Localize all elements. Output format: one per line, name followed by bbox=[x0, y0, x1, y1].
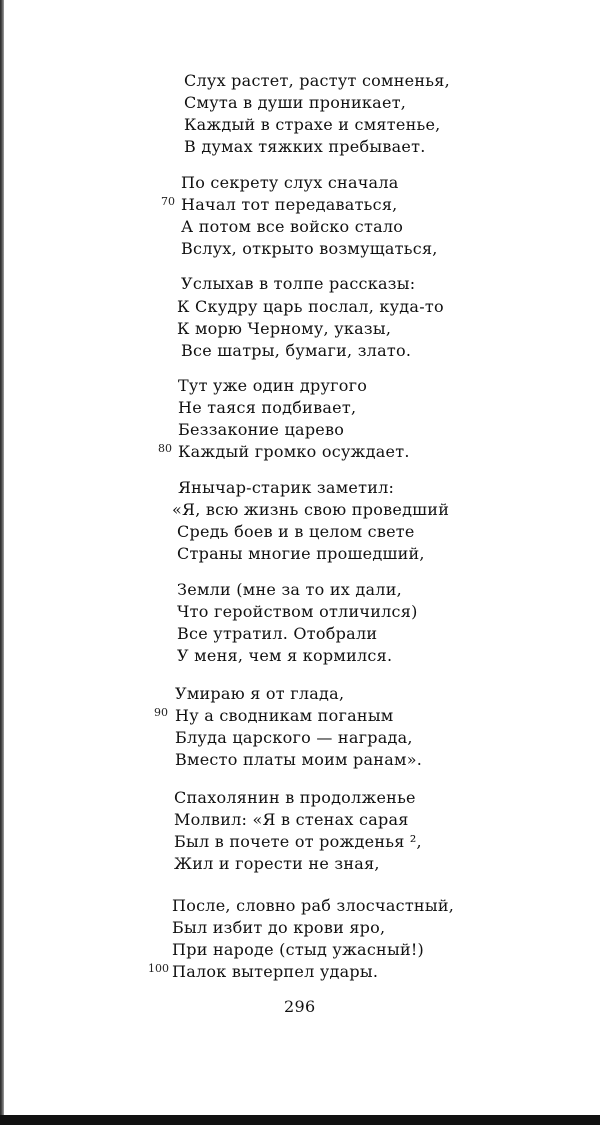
poem-line: Слух растет, растут сомненья, bbox=[184, 71, 450, 90]
poem-line: Тут уже один другого bbox=[178, 376, 368, 395]
line-number: 70 bbox=[161, 195, 175, 208]
poem-line: Вместо платы моим ранам». bbox=[175, 750, 423, 769]
poem-line: Каждый в страхе и смятенье, bbox=[184, 115, 441, 134]
poem-line: Блуда царского — награда, bbox=[175, 728, 413, 747]
poem-line: К Скудру царь послал, куда-то bbox=[177, 297, 444, 316]
poem-line: Не таяся подбивает, bbox=[178, 398, 357, 417]
poem-line: Палок вытерпел удары. bbox=[172, 962, 379, 981]
poem-line: Беззаконие царево bbox=[178, 420, 345, 439]
poem-line: Что геройством отличился) bbox=[177, 602, 418, 621]
poem-line: Земли (мне за то их дали, bbox=[177, 580, 402, 599]
poem-line: Спахолянин в продолженье bbox=[174, 788, 416, 807]
page-number: 296 bbox=[284, 997, 316, 1016]
poem-line: Молвил: «Я в стенах сарая bbox=[174, 810, 409, 829]
poem-line: Средь боев и в целом свете bbox=[177, 522, 415, 541]
poem-line: Был в почете от рожденья ², bbox=[174, 832, 422, 851]
poem-line: «Я, всю жизнь свою проведший bbox=[172, 500, 450, 519]
poem-line: Смута в души проникает, bbox=[184, 93, 407, 112]
poem-line: Умираю я от глада, bbox=[175, 684, 345, 703]
poem-line: Янычар-старик заметил: bbox=[178, 478, 395, 497]
poem-line: Начал тот передаваться, bbox=[181, 195, 398, 214]
poem-line: Вслух, открыто возмущаться, bbox=[181, 239, 438, 258]
poem-line: Каждый громко осуждает. bbox=[178, 442, 410, 461]
poem-line: Все шатры, бумаги, злато. bbox=[181, 341, 412, 360]
poem-line: По секрету слух сначала bbox=[181, 173, 399, 192]
poem-line: Ну а сводникам поганым bbox=[175, 706, 394, 725]
page-bottom-edge bbox=[0, 1115, 600, 1125]
line-number: 100 bbox=[148, 962, 169, 975]
poem-line: Страны многие прошедший, bbox=[177, 544, 425, 563]
line-number: 80 bbox=[158, 442, 172, 455]
poem-line: Жил и горести не зная, bbox=[174, 854, 380, 873]
poem-line: К морю Черному, указы, bbox=[177, 319, 392, 338]
poem-line: А потом все войско стало bbox=[181, 217, 404, 236]
poem-line: При народе (стыд ужасный!) bbox=[172, 940, 425, 959]
poem-line: В думах тяжких пребывает. bbox=[184, 137, 426, 156]
poem-line: После, словно раб злосчастный, bbox=[172, 896, 455, 915]
poem-line: У меня, чем я кормился. bbox=[177, 646, 393, 665]
poem-line: Был избит до крови яро, bbox=[172, 918, 386, 937]
line-number: 90 bbox=[154, 706, 168, 719]
poem-line: Все утратил. Отобрали bbox=[177, 624, 378, 643]
poem-line: Услыхав в толпе рассказы: bbox=[181, 274, 416, 293]
